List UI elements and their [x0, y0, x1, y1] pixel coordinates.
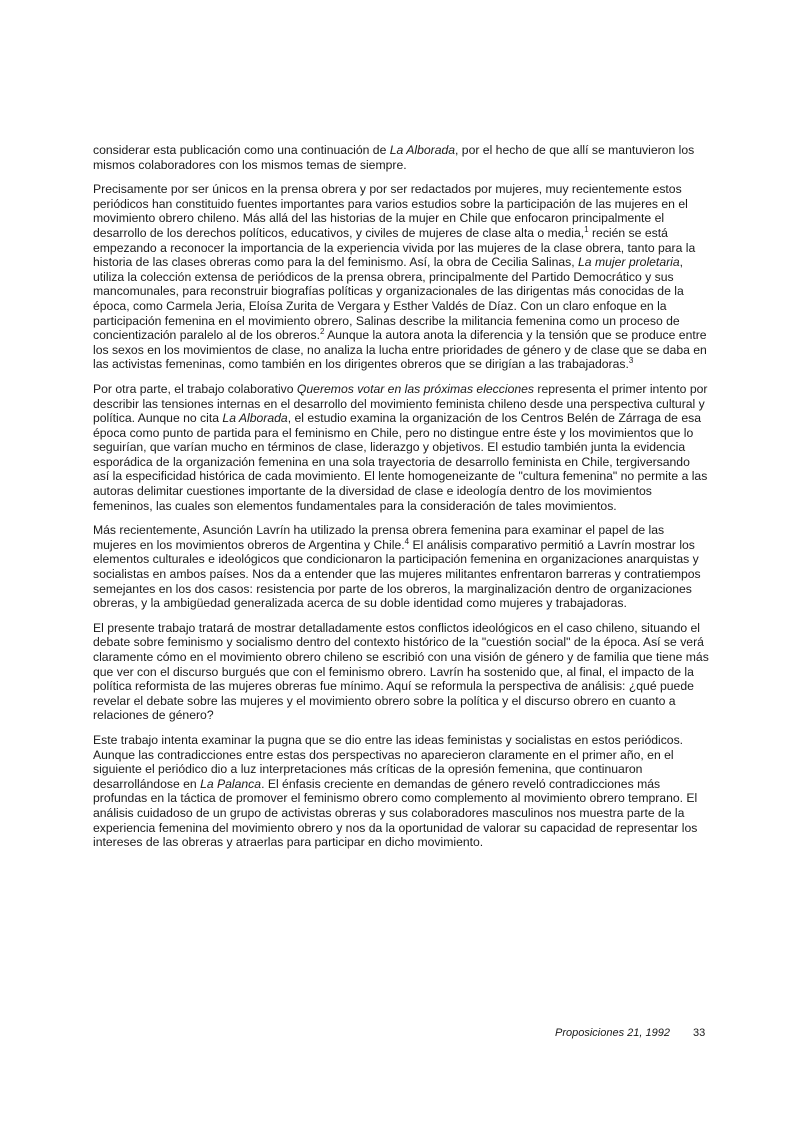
text-run: , por el hecho de que allí se mantuvieron los mismos colaboradores con los mismos temas de siempre.: [93, 143, 695, 172]
text-run: Aunque la autora anota la diferencia y la tensión que se produce entre los sexos en los movimientos de clase, no analiza la lucha entre prioridades de género y de clase que se daba en las activistas femeninas, como también en los dirigentes obreros que se dirigían a las trabajadoras.: [93, 328, 707, 372]
italic-title: La mujer proletaria: [578, 255, 680, 270]
text-run: considerar esta publicación como una continuación de: [93, 143, 390, 157]
text-run: Este trabajo intenta examinar la pugna que se dio entre las ideas feministas y socialistas en estos periódicos. Aunque las contradicciones entre estas dos perspectivas no aparecieron claramente en el primer año, en el siguiente el periódico dio a luz interpretaciones más críticas de la opresión femenina, que continuaron desarrollándose en: [93, 732, 684, 791]
italic-title: La Alborada: [389, 143, 456, 157]
footer-journal-title: Proposiciones 21, 1992: [555, 1027, 670, 1039]
italic-title: Queremos votar en las próximas elecciones: [296, 381, 535, 396]
text-run: Por otra parte, el trabajo colaborativo: [93, 381, 297, 396]
text-run: , utiliza la colección extensa de periódicos de la prensa obrera, principalmente del Partido Democrático y sus mancomunales, para reconstruir biografías políticas y organizacionales de las dirigentas más conocidas de la época, como Carmela Jeria, Eloísa Zurita de Vergara y Esther Valdés de Díaz. Con un claro enfoque en la participación femenina en el movimiento obrero, Salinas describe la militancia femenina como un proceso de concientización paralelo al de los obreros.: [93, 255, 684, 343]
paragraph: [93, 382, 709, 513]
paragraph: [93, 621, 709, 723]
text-run: Precisamente por ser únicos en la prensa obrera y por ser redactados por mujeres, muy recientemente estos periódicos han constituido fuentes importantes para varios estudios sobre la participación de las mujeres en el movimiento obrero chileno. Más allá del las historias de la mujer en Chile que enfocaron principalmente el desarrollo de los derechos políticos, educativos, y civiles de mujeres de clase alta o media,: [93, 182, 688, 240]
text-run: El presente trabajo tratará de mostrar detalladamente estos conflictos ideológicos en el caso chileno, situando el debate sobre feminismo y socialismo dentro del contexto histórico de la "cuestión social" de la época. Así se verá claramente cómo en el movimiento obrero chileno se escribió con una visión de género y de familia que tiene más que ver con el discurso burgués que con el feminismo obrero. Lavrín ha sostenido que, al final, el impacto de la política reformista de las mujeres obreras fue mínimo. Aquí se reformula la perspectiva de análisis: ¿qué puede revelar el debate sobre las mujeres y el movimiento obrero sobre la política y el discurso obrero en cuanto a relaciones de género?: [93, 620, 709, 723]
body-text: [93, 143, 709, 860]
text-run: El análisis comparativo permitió a Lavrín mostrar los elementos culturales e ideológicos que condicionaron la participación femenina en organizaciones anarquistas y socialistas en ambos países. Nos da a entender que las mujeres militantes enfrentaron barreras y contratiempos semejantes en los dos casos: resistencia por parte de los obreros, la marginalización dentro de organizaciones obreras, y la ambigüedad generalizada acerca de su doble identidad como mujeres y trabajadoras.: [93, 537, 701, 611]
footer-page-number: 33: [693, 1027, 706, 1039]
paragraph: [93, 733, 709, 850]
italic-title: La Palanca: [200, 776, 262, 791]
footnote-ref: 1: [584, 224, 589, 234]
text-run: representa el primer intento por describir las tensiones internas en el desarrollo del movimiento feminista chileno desde una perspectiva cultural y política. Aunque no cita: [93, 381, 708, 426]
paragraph: [93, 143, 709, 172]
text-run: recién se está empezando a reconocer la importancia de la experiencia vivida por las mujeres de la clase obrera, tanto para la historia de las clases obreras como para la del feminismo. Así, la obra de Cecilia Salinas,: [93, 225, 696, 270]
footnote-ref: 4: [404, 536, 410, 546]
italic-title: La Alborada: [222, 411, 288, 426]
paragraph: [93, 523, 709, 611]
text-run: . El énfasis creciente en demandas de género reveló contradicciones más profundas en la táctica de promover el feminismo obrero como complemento al movimiento obrero temprano. El análisis cuidadoso de un grupo de activistas obreras y sus colaboradores masculinos nos muestra parte de la experiencia femenina del movimiento obrero y nos da la oportunidad de valorar su capacidad de representar los intereses de las obreras y atraerlas para participar en dicho movimiento.: [93, 776, 698, 850]
footnote-ref: 2: [319, 327, 325, 337]
footnote-ref: 3: [628, 356, 634, 366]
paragraph: [93, 182, 709, 372]
text-run: , el estudio examina la organización de los Centros Belén de Zárraga de esa época como punto de partida para el feminismo en Chile, pero no distingue entre éste y los movimientos que lo seguirían, que varían mucho en términos de clase, liderazgo y objetivos. El estudio también junta la evidencia esporádica de la organización femenina en una sola trayectoria de desarrollo feminista en Chile, tergiversando así la especificidad histórica de cada movimiento. El lente homogeneizante de "cultura femenina" no permite a las autoras delimitar cuestiones importante de la diversidad de clase e ideología dentro de los movimientos femeninos, las cuales son elementos fundamentales para la consideración de tales movimientos.: [93, 411, 708, 513]
text-run: Más recientemente, Asunción Lavrín ha utilizado la prensa obrera femenina para examinar el papel de las mujeres en los movimientos obreros de Argentina y Chile.: [93, 523, 665, 552]
